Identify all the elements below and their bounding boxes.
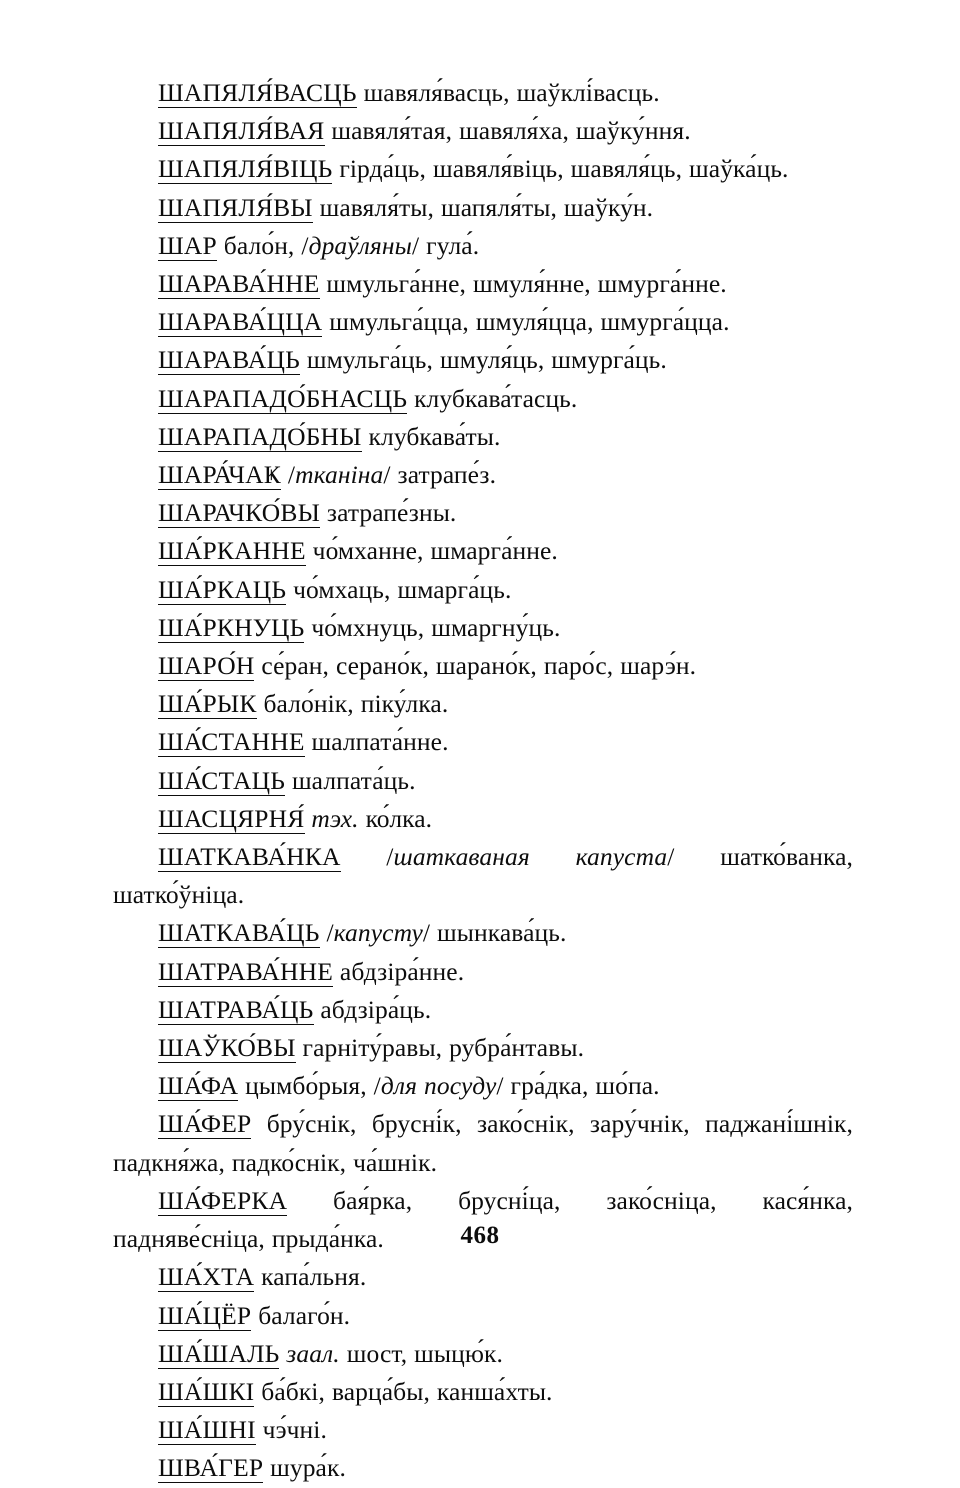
entry-headword: ШАРА́ЧАҜ [158,460,281,490]
usage-note: тэх. [311,803,359,833]
entry-headword: ШВА́ГЕР [158,1453,264,1483]
dictionary-entry [113,1297,853,1335]
entry-headword: ШАРАЧКО́ВЫ [158,498,321,528]
dictionary-entry [113,150,853,188]
dictionary-entry [113,914,853,952]
dictionary-entry [113,571,853,609]
entry-gloss: гірда́ць, шавяля́віць, шавяля́ць, шаўка́ць. [339,154,789,184]
entry-gloss: чо́мханне, шмарга́нне. [312,536,558,566]
entry-headword: ШАПЯЛЯ́ВАСЦЬ [158,78,357,107]
entry-headword: ШАЎКО́ВЫ [158,1033,296,1063]
dictionary-entry [113,380,853,418]
entry-gloss: затрапе́зны. [326,498,457,528]
dictionary-entry [113,609,853,647]
dictionary-entry [113,341,853,379]
entry-gloss: шавяля́васць, шаўклі́васць. [363,78,660,107]
entry-headword: ШАТКАВА́НКА [158,842,341,872]
entry-headword: ШАПЯЛЯ́ВЫ [158,192,313,222]
entry-headword: ША́ФА [158,1071,239,1101]
entry-headword: ШАПЯЛЯ́ВІЦЬ [158,154,333,184]
entry-gloss: чо́мхаць, шмарга́ць. [293,574,512,604]
dictionary-entry [113,1449,853,1487]
entry-gloss: бало́н, /драўляны/ гула́. [223,230,480,260]
entry-headword: ША́СТАННЕ [158,727,305,757]
entry-headword: ШАРАВА́ЦЬ [158,345,300,375]
entry-headword: ША́ШКІ [158,1376,255,1406]
entry-headword: ША́ШАЛЬ [158,1338,280,1368]
dictionary-entry [113,532,853,570]
entry-gloss: тэх. ко́лка. [311,803,433,833]
usage-note: шаткаваная капуста [393,842,668,872]
dictionary-entry [113,112,853,150]
entry-headword: ШАРО́Н [158,651,255,681]
usage-note: капусту [333,918,423,948]
entry-gloss: шура́к. [270,1453,346,1483]
entry-gloss: бало́нік, піку́лка. [263,689,449,719]
usage-note: тканіна [295,460,384,490]
entry-gloss: абдзіра́ць. [320,994,432,1024]
entry-gloss: цымбо́рыя, /для посуду/ гра́дка, шо́па. [245,1071,660,1101]
dictionary-entry [113,265,853,303]
entry-gloss: шавяля́тая, шавяля́ха, шаўку́ння. [331,116,691,146]
entry-gloss: /тканіна/ затрапе́з. [287,460,497,490]
dictionary-entry [113,685,853,723]
entry-gloss: балаго́н. [258,1300,351,1330]
entry-headword: ША́РКНУЦЬ [158,612,305,642]
entry-headword: ШАТКАВА́ЦЬ [158,918,320,948]
entry-gloss: бая́рка, брусні́ца, зако́сніца, кася́нка, падняве́сніца, прыда́нка. [113,1185,853,1254]
dictionary-entry [113,723,853,761]
entry-headword: ШАСЦЯРНЯ́ [158,803,305,833]
entry-headword: ША́ФЕР [158,1109,252,1139]
page-number: 468 [460,1222,500,1249]
dictionary-entry [113,494,853,532]
entry-list [113,74,853,1488]
entry-gloss: /шаткаваная капуста/ шатко́ванка, шатко́ўніца. [113,842,853,910]
entry-headword: ША́ФЕРКА [158,1185,288,1215]
dictionary-entry [113,456,853,494]
dictionary-entry [113,1067,853,1105]
entry-headword: ШАПЯЛЯ́ВАЯ [158,116,325,146]
dictionary-entry [113,1105,853,1181]
entry-headword: ШАРАВА́ЦЦА [158,307,323,337]
dictionary-entry [113,647,853,685]
entry-gloss: се́ран, серано́к, шарано́к, паро́с, шарэ́н. [261,651,697,681]
dictionary-entry [113,74,853,112]
dictionary-entry [113,991,853,1029]
entry-gloss: шмульга́ць, шмуля́ць, шмурга́ць. [306,345,667,375]
dictionary-entry [113,1373,853,1411]
entry-gloss: заал. шост, шыцю́к. [286,1338,503,1368]
dictionary-entry [113,762,853,800]
entry-headword: ША́РЫК [158,689,257,719]
usage-note: для посуду [380,1071,497,1101]
dictionary-entry [113,1258,853,1296]
entry-gloss: гарніту́равы, рубра́нтавы. [302,1033,585,1063]
entry-headword: ША́РКАЦЬ [158,574,287,604]
entry-headword: ШАТРАВА́ННЕ [158,956,334,986]
dictionary-entry [113,227,853,265]
dictionary-entry [113,838,853,914]
entry-gloss: чо́мхнуць, шмаргну́ць. [311,612,561,642]
entry-gloss: клубкава́тасць. [414,383,578,413]
entry-gloss: абдзіра́нне. [339,956,465,986]
entry-gloss: ба́бкі, варца́бы, канша́хты. [261,1376,553,1406]
entry-headword: ША́РКАННЕ [158,536,306,566]
entry-gloss: /капусту/ шынкава́ць. [326,918,567,948]
entry-gloss: чэ́чні. [262,1415,327,1445]
entry-headword: ШАР [158,230,217,260]
entry-gloss: шавяля́ты, шапяля́ты, шаўку́н. [319,192,654,222]
entry-gloss: капа́льня. [261,1262,367,1292]
dictionary-entry [113,1411,853,1449]
entry-gloss: шмульга́нне, шмуля́нне, шмурга́нне. [326,269,727,299]
usage-note: заал. [286,1338,340,1368]
entry-headword: ШАТРАВА́ЦЬ [158,994,314,1024]
entry-headword: ШАРАПАДО́БНЫ [158,421,362,451]
entry-headword: ША́СТАЦЬ [158,765,286,795]
entry-headword: ШАРАВА́ННЕ [158,269,320,299]
dictionary-entry [113,953,853,991]
entry-gloss: бру́снік, брусні́к, зако́снік, зару́чнік, паджані́шнік, падкня́жа, падко́снік, ча́шнік. [113,1109,854,1177]
entry-headword: ШАРАПАДО́БНАСЦЬ [158,383,408,413]
usage-note: драўляны [308,230,412,260]
dictionary-entry [113,1029,853,1067]
dictionary-entry [113,800,853,838]
dictionary-entry [113,418,853,456]
entry-headword: ША́ШНІ [158,1415,256,1445]
dictionary-entry [113,303,853,341]
entry-headword: ША́ЦЁР [158,1300,252,1330]
entry-gloss: шалпата́нне. [311,727,449,757]
entry-gloss: шмульга́цца, шмуля́цца, шмурга́цца. [329,307,730,337]
entry-gloss: шалпата́ць. [291,765,416,795]
entry-headword: ША́ХТА [158,1262,255,1292]
dictionary-entry [113,189,853,227]
entry-gloss: клубкава́ты. [368,421,501,451]
